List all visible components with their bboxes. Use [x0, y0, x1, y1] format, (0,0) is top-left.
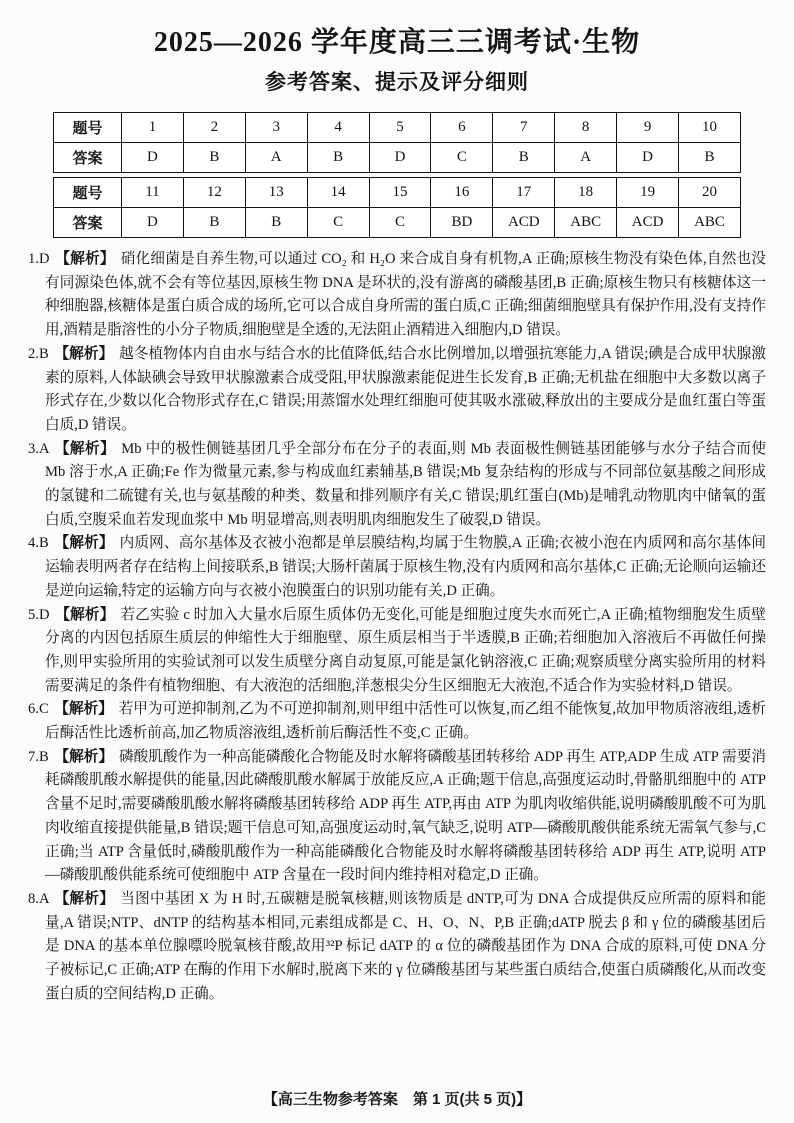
analysis-label: 【解析】 [54, 440, 116, 457]
answer-cell: D [369, 143, 431, 173]
analysis-label: 【解析】 [54, 890, 115, 907]
row-label: 答案 [54, 143, 122, 173]
answer-cell: 1 [122, 113, 184, 143]
explanation-text: 若乙实验 c 时加入大量水后原生质体仍无变化,可能是细胞过度失水而死亡,A 正确;植物细胞发生质壁分离的内因包括原生质层的伸缩性大于细胞壁、原生质层相当于半透膜,B 正确;若细胞加入溶液后不再做任何操作,则甲实验所用的实验试剂可以发生质壁分离自动复原,可能是氯化钠溶液,C 正确;观察质壁分离实验所用的材料需要满足的条件有植物细胞、有大液泡的活细胞,洋葱根尖分生区细胞无大液泡,不适合作为实验材料,D 错误。 [45, 606, 766, 694]
explanation-item [28, 248, 766, 343]
explanation-text: 越冬植物体内自由水与结合水的比值降低,结合水比例增加,以增强抗寒能力,A 错误;碘是合成甲状腺激素的原料,人体缺碘会导致甲状腺激素合成受阻,甲状腺激素能促进生长发育,B 正确;无机盐在细胞中大多数以离子形式存在,少数以化合物形式存在,C 错误;用蒸馏水处理红细胞可使其吸水涨破,释放出的主要成分是血红蛋白等蛋白质,D 错误。 [45, 345, 766, 433]
answer-cell: ACD [617, 208, 679, 238]
answer-cell: 15 [369, 178, 431, 208]
answer-cell: 9 [617, 113, 679, 143]
answer-cell: ABC [679, 208, 741, 238]
answer-cell: 12 [183, 178, 245, 208]
answer-table-11-20 [53, 177, 741, 238]
answer-table-1-10 [53, 112, 741, 173]
row-label: 题号 [54, 178, 122, 208]
page-footer: 【高三生物参考答案 第 1 页(共 5 页)】 [262, 1091, 532, 1108]
row-label: 题号 [54, 113, 122, 143]
answer-cell: 18 [555, 178, 617, 208]
explanation-item [28, 532, 766, 603]
answer-cell: 6 [431, 113, 493, 143]
explanation-text: 当图中基团 X 为 H 时,五碳糖是脱氧核糖,则该物质是 dNTP,可为 DNA 合成提供反应所需的原料和能量,A 错误;NTP、dNTP 的结构基本相同,元素组成都是 C、H、O、N、P,B 正确;dATP 脱去 β 和 γ 位的磷酸基团后是 DNA 的基本单位腺嘌呤脱氧核苷酸,故用³²P 标记 dATP 的 α 位的磷酸基团作为 DNA 合成的原料,可使 DNA 分子被标记,C 正确;ATP 在酶的作用下水解时,脱离下来的 γ 位磷酸基团与某些蛋白质结合,使蛋白质磷酸化,从而改变蛋白质的空间结构,D 正确。 [45, 890, 766, 1002]
answer-cell: BD [431, 208, 493, 238]
explanation-text: 若甲为可逆抑制剂,乙为不可逆抑制剂,则甲组中活性可以恢复,而乙组不能恢复,故加甲物质溶液组,透析后酶活性比透析前高,加乙物质溶液组,透析前后酶活性不变,C 正确。 [45, 701, 766, 742]
answer-cell: B [493, 143, 555, 173]
answer-cell: 4 [307, 113, 369, 143]
answer-cell: C [431, 143, 493, 173]
answer-cell: C [369, 208, 431, 238]
explanation-text: Mb 中的极性侧链基团几乎全部分布在分子的表面,则 Mb 表面极性侧链基团能够与水分子结合而使 Mb 溶于水,A 正确;Fe 作为微量元素,参与构成血红素辅基,B 错误;Mb 复杂结构的形成与不同部位氨基酸之间形成的氢键和二硫键有关,也与氨基酸的种类、数量和排列顺序有关,C 错误;肌红蛋白(Mb)是哺乳动物肌肉中储氧的蛋白质,空腹采血若发现血浆中 Mb 明显增高,则表明肌肉细胞发生了破裂,D 错误。 [45, 440, 766, 528]
question-number-and-answer: 5.D [28, 606, 50, 623]
answer-cell: D [122, 143, 184, 173]
analysis-label: 【解析】 [55, 606, 115, 623]
answer-cell: B [183, 208, 245, 238]
question-number-and-answer: 4.B [28, 535, 49, 552]
explanation-item [28, 888, 766, 1007]
answer-cell: 16 [431, 178, 493, 208]
answer-cell: B [183, 143, 245, 173]
question-number-and-answer: 3.A [28, 440, 49, 457]
explanations-list [28, 248, 766, 1007]
analysis-label: 【解析】 [55, 251, 115, 267]
row-label: 答案 [54, 208, 122, 238]
question-number-row [54, 178, 741, 208]
page-subtitle: 参考答案、提示及评分细则 [265, 70, 529, 94]
question-number-and-answer: 8.A [28, 890, 49, 907]
answer-cell: B [679, 143, 741, 173]
explanation-text: 硝化细菌是自养生物,可以通过 CO₂ 和 H₂O 来合成自身有机物,A 正确;原核生物没有染色体,自然也没有同源染色体,就不会有等位基因,原核生物 DNA 是环状的,没有游离的磷酸基团,B 正确;原核生物只有核糖体这一种细胞器,核糖体是蛋白质合成的场所,它可以合成自身所需的蛋白质,C 正确;细菌细胞壁具有保护作用,没有支持作用,酒精是脂溶性的小分子物质,细胞壁是全透的,无法阻止酒精进入细胞内,D 错误。 [45, 251, 766, 339]
question-number-and-answer: 1.D [28, 251, 50, 267]
answer-cell: A [555, 143, 617, 173]
answer-cell: 10 [679, 113, 741, 143]
page-title: 2025—2026 学年度高三三调考试·生物 [153, 27, 641, 58]
analysis-label: 【解析】 [54, 535, 114, 552]
analysis-label: 【解析】 [54, 345, 114, 362]
answer-cell: 13 [245, 178, 307, 208]
answer-cell: 14 [307, 178, 369, 208]
explanation-text: 磷酸肌酸作为一种高能磷酸化合物能及时水解将磷酸基团转移给 ADP 再生 ATP,ADP 生成 ATP 需要消耗磷酸肌酸水解提供的能量,因此磷酸肌酸水解属于放能反应,A 正确;题干信息,高强度运动时,骨骼肌细胞中的 ATP 含量不足时,需要磷酸肌酸水解将磷酸基团转移给 ADP 再生 ATP,再由 ATP 为肌肉收缩供能,说明磷酸肌酸不可为肌肉收缩直接提供能量,B 错误;题干信息可知,高强度运动时,氧气缺乏,说明 ATP—磷酸肌酸供能系统无需氧气参与,C 正确;当 ATP 含量低时,磷酸肌酸作为一种高能磷酸化合物能及时水解将磷酸基团转移给 ADP 再生 ATP,说明 ATP—磷酸肌酸供能系统可使细胞中 ATP 含量在一段时间内维持相对稳定,D 正确。 [45, 748, 766, 884]
answer-cell: 17 [493, 178, 555, 208]
answer-cell: ABC [555, 208, 617, 238]
answer-cell: D [617, 143, 679, 173]
answer-key-tables [53, 112, 741, 238]
answer-cell: 7 [493, 113, 555, 143]
answer-cell: 11 [122, 178, 184, 208]
answer-cell: 3 [245, 113, 307, 143]
answer-cell: D [122, 208, 184, 238]
answer-cell: C [307, 208, 369, 238]
explanation-item [28, 604, 766, 699]
question-number-and-answer: 6.C [28, 701, 49, 718]
analysis-label: 【解析】 [54, 701, 113, 718]
answer-cell: B [307, 143, 369, 173]
answer-cell: A [245, 143, 307, 173]
explanation-text: 内质网、高尔基体及衣被小泡都是单层膜结构,均属于生物膜,A 正确;衣被小泡在内质网和高尔基体间运输表明两者存在结构上间接联系,B 错误;大肠杆菌属于原核生物,没有内质网和高尔基体,C 正确;无论顺向运输还是逆向运输,特定的运输方向与衣被小泡膜蛋白的识别功能有关,D 正确。 [45, 535, 766, 599]
answer-cell: 19 [617, 178, 679, 208]
explanation-item [28, 438, 766, 533]
answer-cell: 20 [679, 178, 741, 208]
question-number-and-answer: 2.B [28, 345, 49, 362]
answer-cell: 8 [555, 113, 617, 143]
question-number-and-answer: 7.B [28, 748, 49, 765]
question-number-row [54, 113, 741, 143]
explanation-item [28, 698, 766, 745]
answer-cell: B [245, 208, 307, 238]
answer-cell: 2 [183, 113, 245, 143]
answer-cell: ACD [493, 208, 555, 238]
answer-row [54, 208, 741, 238]
answer-cell: 5 [369, 113, 431, 143]
explanation-item [28, 746, 766, 888]
answer-row [54, 143, 741, 173]
analysis-label: 【解析】 [54, 748, 114, 765]
explanation-item [28, 343, 766, 438]
